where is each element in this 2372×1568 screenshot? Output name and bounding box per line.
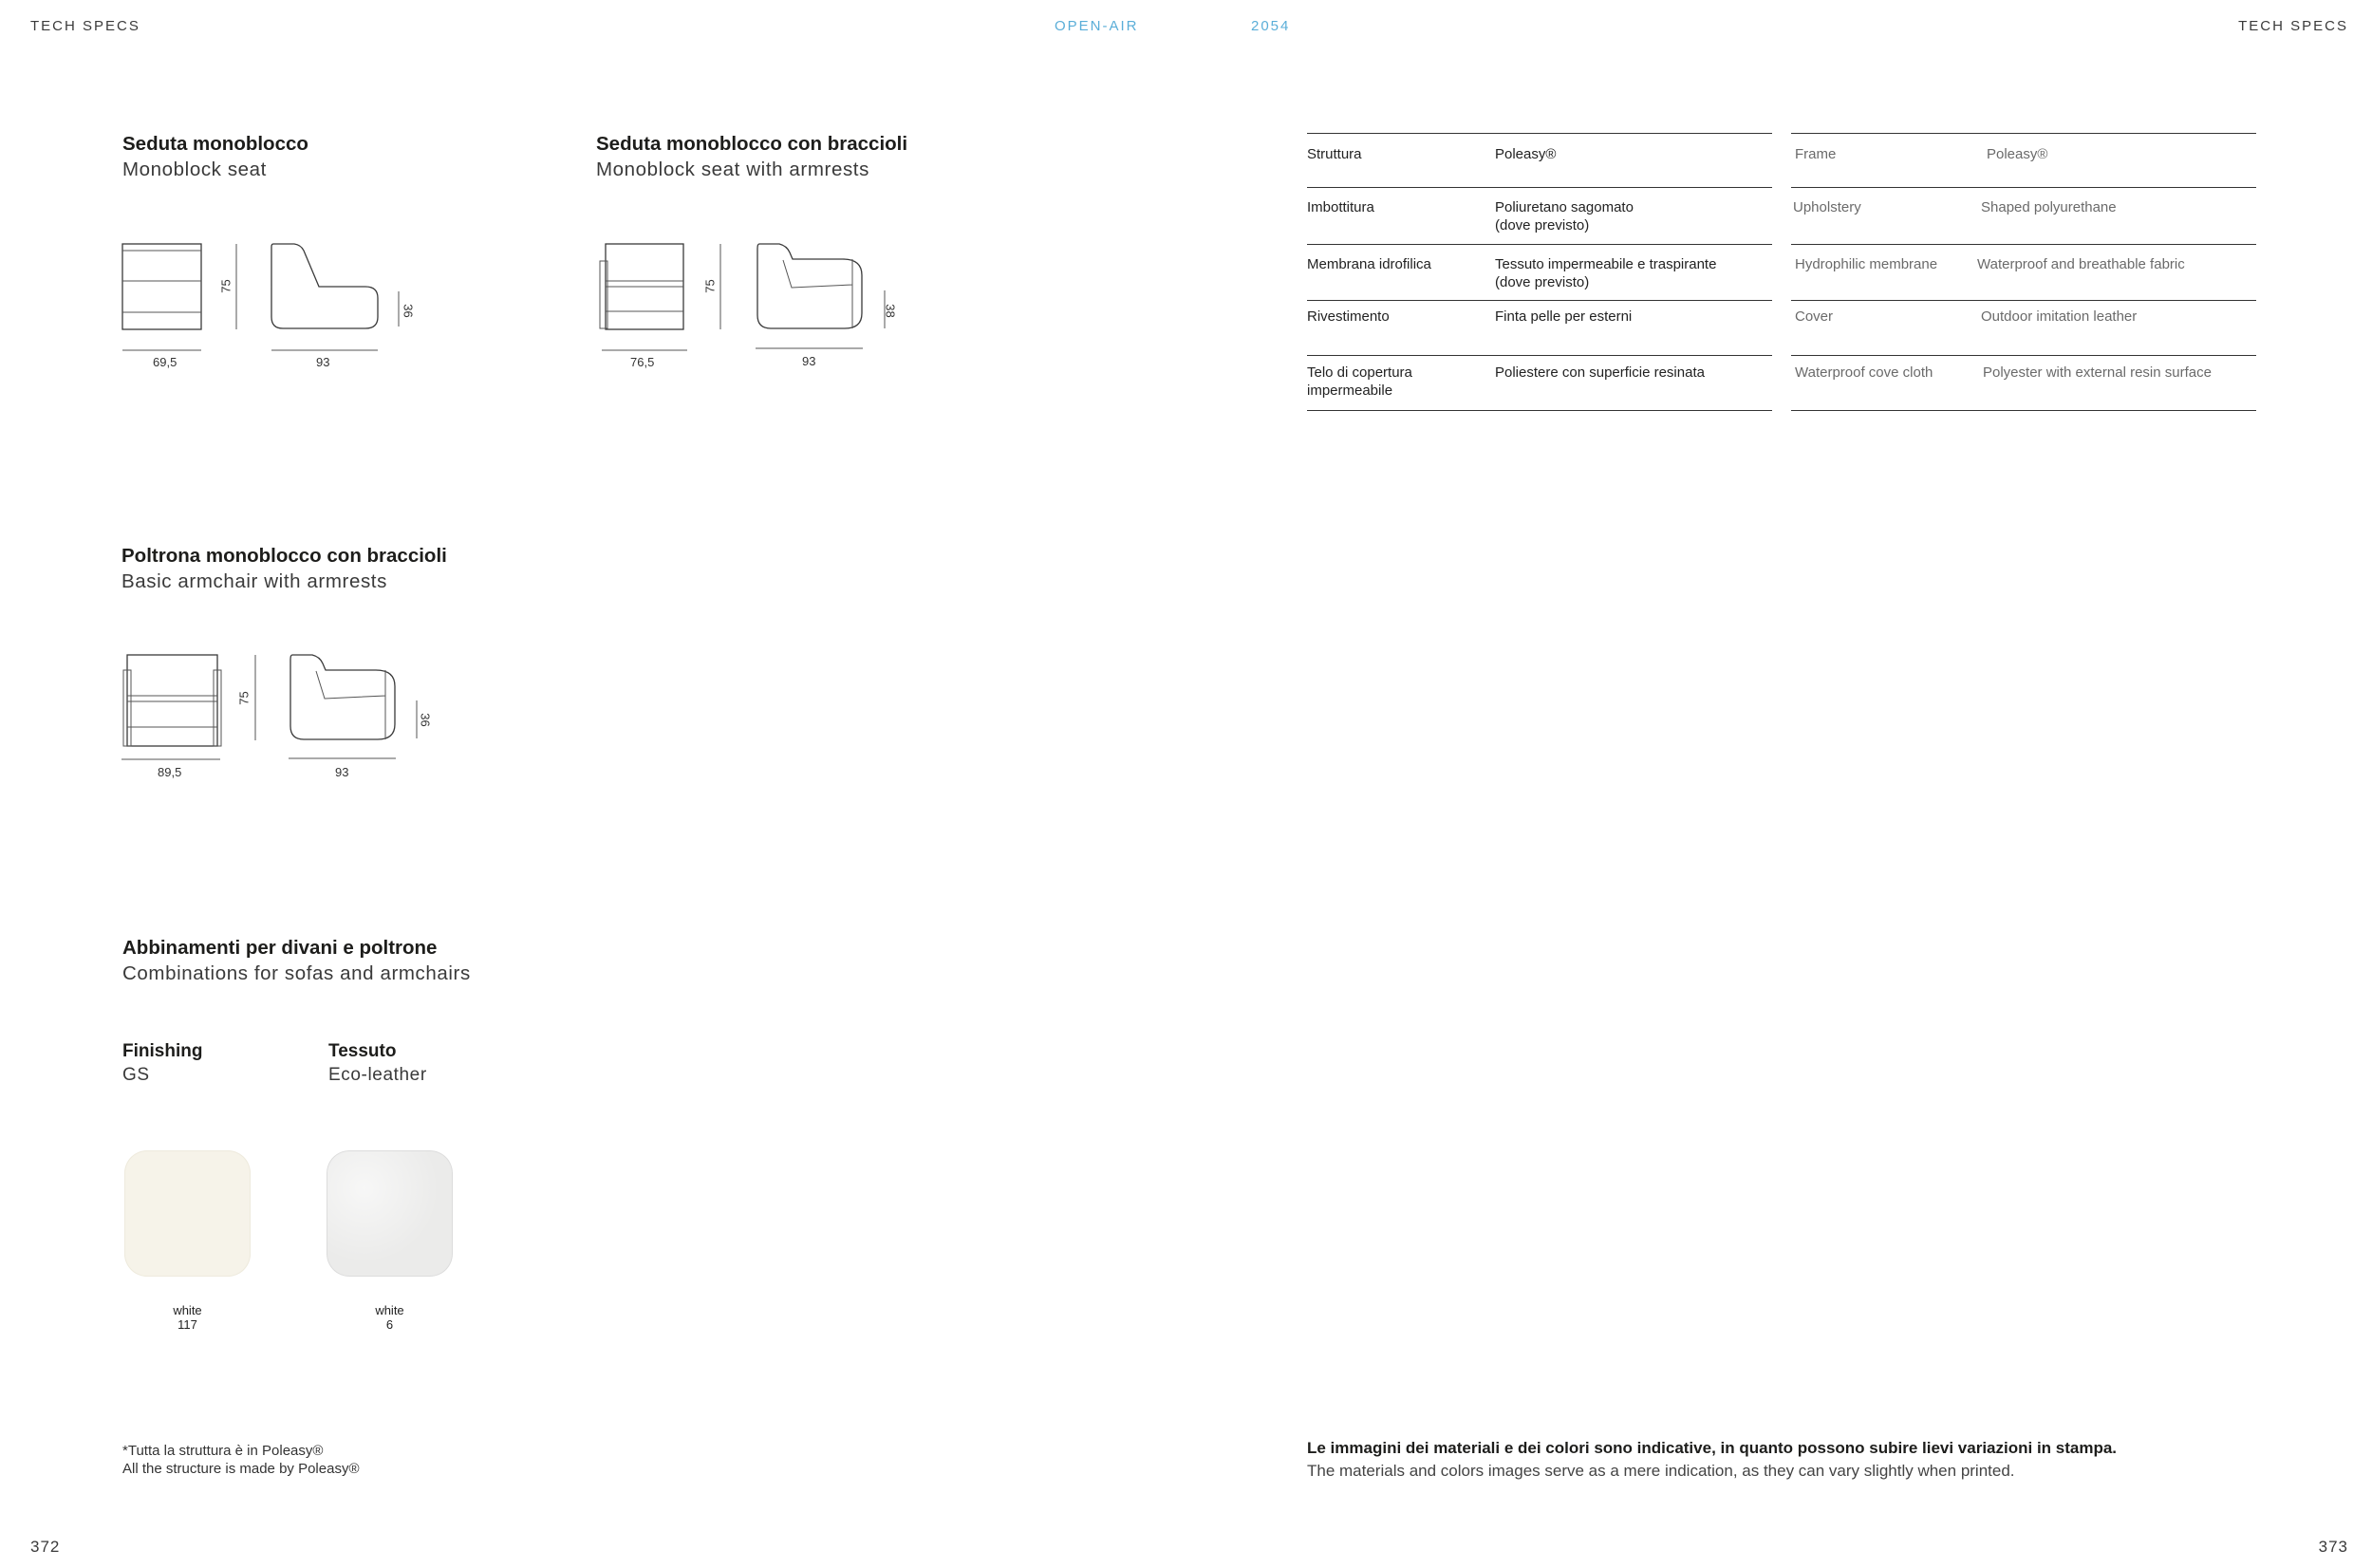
- spec-value: Poleasy®: [1495, 146, 1557, 162]
- dim-seat-height: 36: [401, 304, 416, 318]
- finishing-swatch-name: white: [173, 1303, 202, 1317]
- dim-side-depth: 93: [802, 354, 816, 368]
- table-row: [1791, 134, 2256, 187]
- table-rule: [1307, 410, 1772, 411]
- table-row: [1791, 245, 2256, 300]
- product-name-it: Poltrona monoblocco con braccioli: [121, 545, 447, 567]
- table-row: [1791, 301, 2256, 355]
- product-name-it: Seduta monoblocco con braccioli: [596, 133, 908, 155]
- combinations-title-en: Combinations for sofas and armchairs: [122, 962, 471, 984]
- product-name-it: Seduta monoblocco: [122, 133, 308, 155]
- spec-value: Shaped polyurethane: [1981, 199, 2117, 215]
- fabric-label: Tessuto: [328, 1041, 397, 1061]
- table-rule: [1791, 410, 2256, 411]
- footnote: [122, 1442, 360, 1478]
- finishing-swatch-caption: [124, 1303, 251, 1332]
- disclaimer-it: Le immagini dei materiali e dei colori sono indicative, in quanto possono subire lievi variazioni in stampa.: [1307, 1439, 2118, 1457]
- table-row: [1307, 134, 1772, 187]
- specs-table-en: [1791, 133, 2256, 411]
- finishing-label: Finishing: [122, 1041, 203, 1061]
- spec-value: Poliestere con superficie resinata: [1495, 364, 1705, 381]
- table-row: [1791, 188, 2256, 244]
- spec-value: Outdoor imitation leather: [1981, 308, 2138, 325]
- dim-side-depth: 93: [335, 765, 349, 779]
- disclaimer: [1307, 1439, 2117, 1481]
- header-product-code: 2054: [1251, 18, 1291, 34]
- spec-label: Telo di copertura impermeabile: [1307, 364, 1412, 399]
- spec-value: Tessuto impermeabile e traspirante (dove previsto): [1495, 256, 1717, 290]
- fabric-swatch: [327, 1150, 453, 1277]
- dim-front-width: 69,5: [153, 355, 177, 369]
- spec-label: Upholstery: [1793, 199, 1861, 215]
- spec-label: Imbottitura: [1307, 199, 1374, 215]
- product-name-en: Monoblock seat with armrests: [596, 159, 869, 180]
- header-collection: OPEN-AIR: [1055, 18, 1139, 34]
- product-name-en: Basic armchair with armrests: [121, 570, 387, 592]
- dim-front-width: 76,5: [630, 355, 655, 369]
- dim-seat-height: 36: [418, 713, 433, 727]
- finishing-value: GS: [122, 1065, 150, 1085]
- spec-label: Waterproof cove cloth: [1795, 364, 1933, 381]
- combinations-title-block: [122, 937, 471, 985]
- finishing-block: [122, 1041, 202, 1086]
- dim-height: 75: [236, 691, 252, 705]
- page-number-right: 373: [2318, 1538, 2348, 1556]
- footnote-en: All the structure is made by Poleasy®: [122, 1461, 360, 1477]
- spec-label: Cover: [1795, 308, 1834, 325]
- finishing-swatch: [124, 1150, 251, 1277]
- fabric-swatch-name: white: [375, 1303, 404, 1317]
- specs-table-it: [1307, 133, 1772, 411]
- product-title-block: [122, 133, 308, 181]
- dim-height: 75: [702, 279, 718, 293]
- fabric-value: Eco-leather: [328, 1065, 427, 1085]
- spec-value: Polyester with external resin surface: [1983, 364, 2212, 381]
- spec-label: Struttura: [1307, 146, 1362, 162]
- spec-value: Finta pelle per esterni: [1495, 308, 1633, 325]
- fabric-block: [328, 1041, 427, 1086]
- fabric-swatch-caption: [327, 1303, 453, 1332]
- spec-value: Waterproof and breathable fabric: [1977, 256, 2185, 272]
- spec-value: Poliuretano sagomato (dove previsto): [1495, 199, 1634, 233]
- header-right-label: TECH SPECS: [2238, 18, 2348, 34]
- dim-front-width: 89,5: [158, 765, 182, 779]
- dim-side-depth: 93: [316, 355, 330, 369]
- table-row: [1307, 301, 1772, 355]
- product-name-en: Monoblock seat: [122, 159, 267, 180]
- product-title-block: [121, 545, 447, 593]
- page-number-left: 372: [30, 1538, 61, 1556]
- spec-label: Membrana idrofilica: [1307, 256, 1431, 272]
- spec-value: Poleasy®: [1987, 146, 2048, 162]
- disclaimer-en: The materials and colors images serve as a mere indication, as they can vary slightly when printed.: [1307, 1462, 2015, 1480]
- product-title-block: [596, 133, 907, 181]
- table-row: [1307, 356, 1772, 410]
- combinations-title-it: Abbinamenti per divani e poltrone: [122, 937, 438, 959]
- spec-label: Hydrophilic membrane: [1795, 256, 1938, 272]
- header-left-label: TECH SPECS: [30, 18, 140, 34]
- dim-height: 75: [218, 279, 233, 293]
- spec-label: Frame: [1795, 146, 1837, 162]
- spec-label: Rivestimento: [1307, 308, 1390, 325]
- table-row: [1307, 245, 1772, 300]
- footnote-it: *Tutta la struttura è in Poleasy®: [122, 1443, 324, 1459]
- table-row: [1307, 188, 1772, 244]
- table-row: [1791, 356, 2256, 410]
- dim-seat-height: 38: [883, 304, 898, 318]
- finishing-swatch-code: 117: [177, 1317, 197, 1332]
- fabric-swatch-code: 6: [385, 1317, 394, 1332]
